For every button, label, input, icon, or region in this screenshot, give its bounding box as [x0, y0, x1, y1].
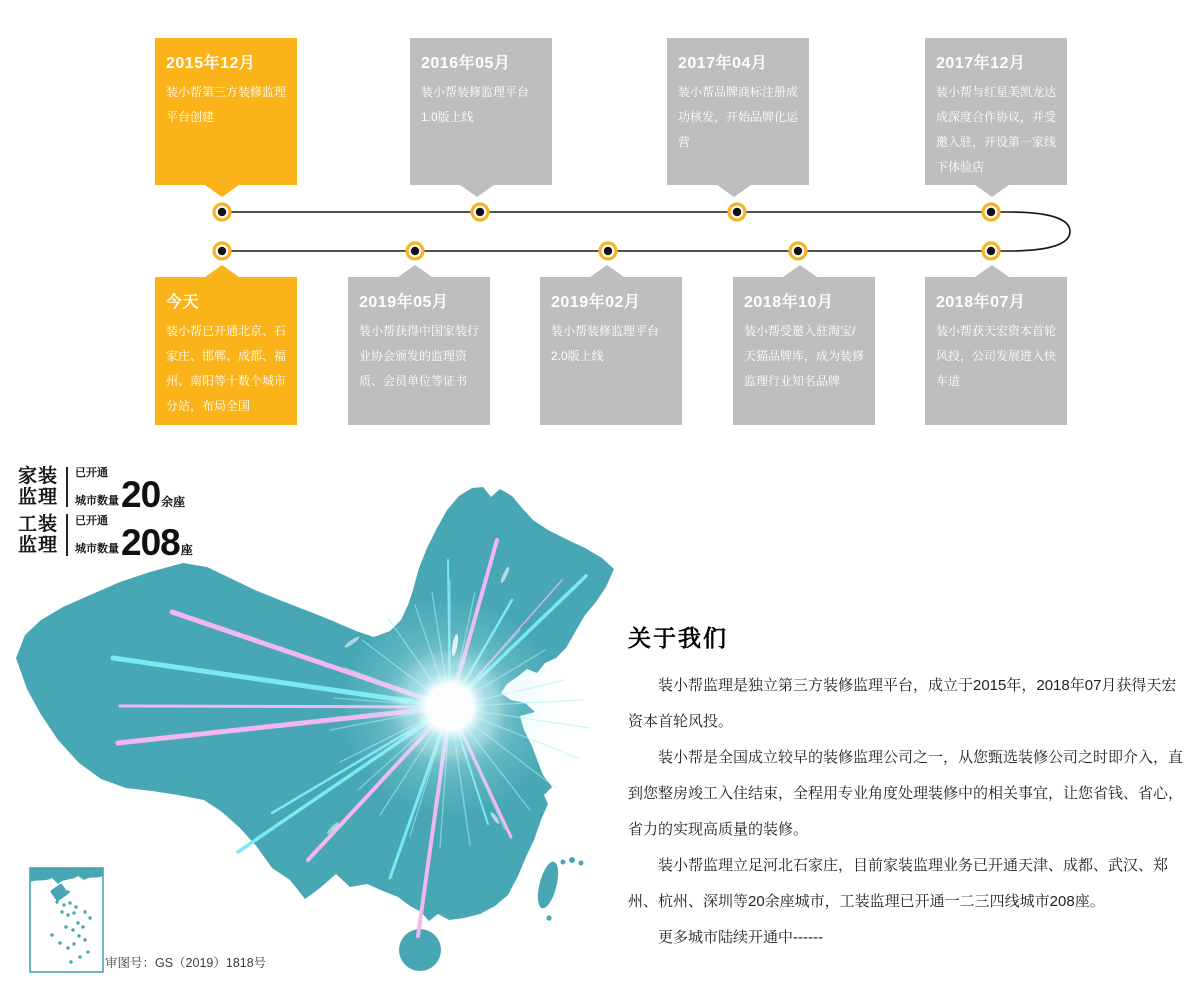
- milestone-2018-10: [733, 277, 875, 425]
- milestone-2017-04: [667, 38, 809, 185]
- milestone-2015-12: [155, 38, 297, 185]
- milestone-2019-02: [540, 277, 682, 425]
- milestone-pointer: [783, 265, 817, 277]
- milestone-desc: 装小帮已开通北京、石家庄、邯郸、成都、福州、南阳等十数个城市分站，布局全国: [166, 324, 287, 413]
- stat-opened-label: 已开通: [75, 467, 109, 480]
- stat-category-line1: 工装: [18, 514, 59, 535]
- stat-category-line2: 监理: [18, 535, 59, 556]
- milestone-date: 2015年12月: [166, 55, 256, 72]
- milestone-date: 2019年05月: [359, 294, 449, 311]
- milestone-date: 2019年02月: [551, 294, 641, 311]
- about-title: 关于我们: [628, 625, 728, 651]
- stat-commercial-decoration-supervision: [18, 513, 193, 564]
- stat-unit: 余座: [161, 494, 186, 509]
- milestone-today: [155, 277, 297, 425]
- about-paragraph: 装小帮是全国成立较早的装修监理公司之一，从您甄选装修公司之时即介入，直到您整房竣工入住结束，全程用专业角度处理装修中的相关事宜，让您省钱、省心，省力的实现高质量的装修。: [628, 749, 1184, 838]
- milestone-2018-07: [925, 277, 1067, 425]
- milestone-pointer: [205, 265, 239, 277]
- milestone-pointer: [205, 185, 239, 197]
- stat-category-line2: 监理: [18, 487, 59, 508]
- stat-category: [18, 466, 58, 508]
- milestone-desc: 装小帮与红星美凯龙达成深度合作协议，并受邀入驻，开设第一家线下体验店: [936, 85, 1057, 174]
- milestone-date: 2017年04月: [678, 55, 768, 72]
- milestone-desc: 装小帮装修监理平台1.0版上线: [421, 85, 530, 124]
- taiwan-island: [534, 860, 562, 911]
- milestone-pointer: [717, 185, 751, 197]
- stat-count-label: 城市数量: [75, 494, 120, 507]
- map-approval-number: 审图号：GS（2019）1818号: [105, 956, 267, 970]
- about-paragraph: 装小帮监理立足河北石家庄，目前家装监理业务已开通天津、成都、武汉、郑州、杭州、深圳等20余座城市，工装监理已开通一二三四线城市208座。: [628, 857, 1169, 910]
- milestone-date: 2018年10月: [744, 294, 834, 311]
- milestone-date: 2017年12月: [936, 55, 1026, 72]
- milestone-2019-05: [348, 277, 490, 425]
- stat-divider: [66, 514, 68, 556]
- milestone-desc: 装小帮装修监理平台2.0版上线: [551, 324, 660, 363]
- milestone-desc: 装小帮品牌商标注册成功核发，开始品牌化运营: [678, 85, 799, 149]
- stat-count-label: 城市数量: [75, 542, 120, 555]
- milestone-desc: 装小帮获天宏资本首轮风投，公司发展进入快车道: [936, 324, 1057, 388]
- stat-divider: [66, 467, 68, 507]
- milestone-pointer: [590, 265, 624, 277]
- milestone-date: 今天: [166, 294, 200, 311]
- milestone-date: 2016年05月: [421, 55, 511, 72]
- milestone-pointer: [398, 265, 432, 277]
- milestone-pointer: [975, 185, 1009, 197]
- about-paragraph: 更多城市陆续开通中------: [658, 929, 823, 946]
- stat-opened-label: 已开通: [75, 515, 109, 528]
- stat-value: 20: [121, 474, 161, 516]
- about-section: [628, 620, 1188, 956]
- milestone-2017-12: [925, 38, 1067, 185]
- milestone-pointer: [975, 265, 1009, 277]
- milestone-desc: 装小帮第三方装修监理平台创建: [166, 85, 287, 124]
- about-paragraph: 装小帮监理是独立第三方装修监理平台，成立于2015年，2018年07月获得天宏资本首轮风投。: [628, 677, 1177, 730]
- stat-value: 208: [121, 522, 180, 564]
- south-china-sea-inset: [30, 868, 103, 972]
- stat-home-decoration-supervision: [18, 466, 186, 516]
- stat-unit: 座: [180, 542, 193, 557]
- stat-category-line1: 家装: [18, 466, 59, 487]
- milestone-pointer: [460, 185, 494, 197]
- milestone-date: 2018年07月: [936, 294, 1026, 311]
- timeline-track: [214, 204, 1070, 259]
- milestone-desc: 装小帮受邀入驻淘宝/天猫品牌库，成为装修监理行业知名品牌: [744, 324, 865, 388]
- milestone-desc: 装小帮获得中国家装行业协会颁发的监理资质、会员单位等证书: [359, 324, 480, 388]
- stat-category: [18, 513, 58, 557]
- starburst-glow: [340, 597, 560, 817]
- milestone-2016-05: [410, 38, 552, 185]
